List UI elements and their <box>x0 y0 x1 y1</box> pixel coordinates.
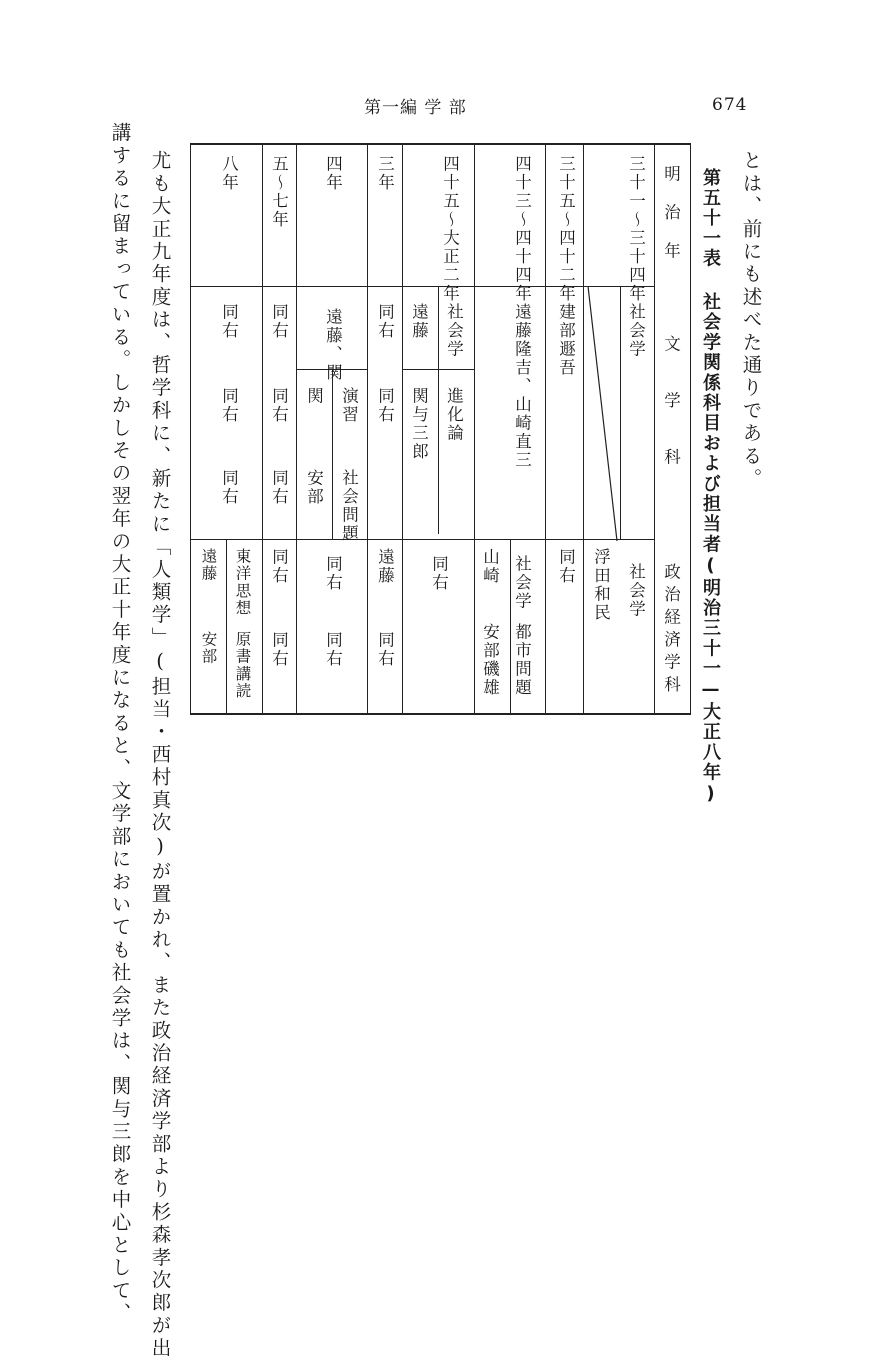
row8-pol-subject-1: 東洋思想 <box>233 548 252 617</box>
subject-table <box>190 143 691 716</box>
row5-lit-1: 同右 <box>375 303 395 340</box>
row4-pol: 同右 <box>429 555 449 592</box>
row8-cell-2: 同右 <box>219 387 239 424</box>
header-year: 明治年 <box>661 165 681 281</box>
body-line-2: 講するに留まっている。しかしその翌年の大正十年度になると、文学部においても社会学は、関与三郎を中心として、 <box>108 122 132 1326</box>
row6-pol-1: 同右 <box>323 555 343 592</box>
opening-text: とは、前にも述べた通りである。 <box>739 150 763 491</box>
body-line-1: 尤も大正九年度は、哲学科に、新たに「人類学」(担当・西村真次)が置かれ、また政治経済学部より杉森孝次郎が出 <box>148 150 172 1360</box>
row5-pol: 遠藤 <box>375 548 395 585</box>
row4-lit-teacher-1: 遠藤 <box>409 303 429 340</box>
row4-lit-teacher-2: 関与三郎 <box>409 387 429 461</box>
row1-year: 三十一〜三十四年 <box>626 155 646 303</box>
row7-cell-2: 同右 <box>269 387 289 424</box>
table-caption: 第五十一表 社会学関係科目および担当者(明治三十一—大正八年) <box>700 168 721 807</box>
row8-pol-teacher-2: 安部 <box>199 631 218 666</box>
row2-lit-teacher: 建部遯吾 <box>556 303 576 377</box>
row3-year: 四十三〜四十四年 <box>512 155 532 303</box>
row8-cell-1: 同右 <box>219 303 239 340</box>
row5-year: 三年 <box>375 155 395 192</box>
row1-lit-subject: 社会学 <box>626 303 646 359</box>
row7-cell-3: 同右 <box>269 469 289 506</box>
row6-lit-subject-1: 演習 <box>339 387 359 424</box>
row3-pol-subject-2: 都市問題 <box>512 623 532 697</box>
row8-pol-teacher-1: 遠藤 <box>199 548 218 583</box>
diagonal-line <box>585 286 625 546</box>
row6-year: 四年 <box>323 155 343 192</box>
row5-lit-2: 同右 <box>375 387 395 424</box>
header-literature: 文学科 <box>661 335 681 505</box>
row7-cell-1: 同右 <box>269 303 289 340</box>
row7-cell-5: 同右 <box>269 631 289 668</box>
row4-year: 四十五〜大正二年 <box>440 155 460 303</box>
row1-pol-subject: 社会学 <box>626 563 646 619</box>
row4-lit-subject-2: 進化論 <box>444 387 464 443</box>
row8-cell-3: 同右 <box>219 469 239 506</box>
row3-lit-teacher: 遠藤隆吉、山崎直三 <box>512 303 532 470</box>
header-politics: 政治経済学科 <box>661 563 681 698</box>
row8-pol-subject-2: 原書講読 <box>233 631 252 700</box>
row7-cell-4: 同右 <box>269 548 289 585</box>
row6-lit-teacher-2: 安部 <box>304 469 324 506</box>
row5-pol-2: 同右 <box>375 631 395 668</box>
row3-pol-subject-1: 社会学 <box>512 555 532 611</box>
row2-pol: 同右 <box>556 548 576 585</box>
row3-pol-teacher-1: 山崎 <box>480 548 500 585</box>
row8-year: 八年 <box>219 155 239 192</box>
row4-lit-subject-1: 社会学 <box>444 303 464 359</box>
running-header-title: 第一編 学 部 <box>364 98 467 118</box>
row3-pol-teacher-2: 安部磯雄 <box>480 623 500 697</box>
page-number: 674 <box>712 95 748 115</box>
row1-pol-teacher: 浮田和民 <box>591 548 611 622</box>
row6-lit-teacher-1: 関 <box>304 387 324 406</box>
row6-lit-teacher: 遠藤、関 <box>323 308 343 382</box>
row6-lit-subject-2: 社会問題 <box>339 469 359 543</box>
row6-pol-2: 同右 <box>323 631 343 668</box>
row2-year: 三十五〜四十二年 <box>556 155 576 303</box>
row7-year: 五〜七年 <box>269 155 289 229</box>
